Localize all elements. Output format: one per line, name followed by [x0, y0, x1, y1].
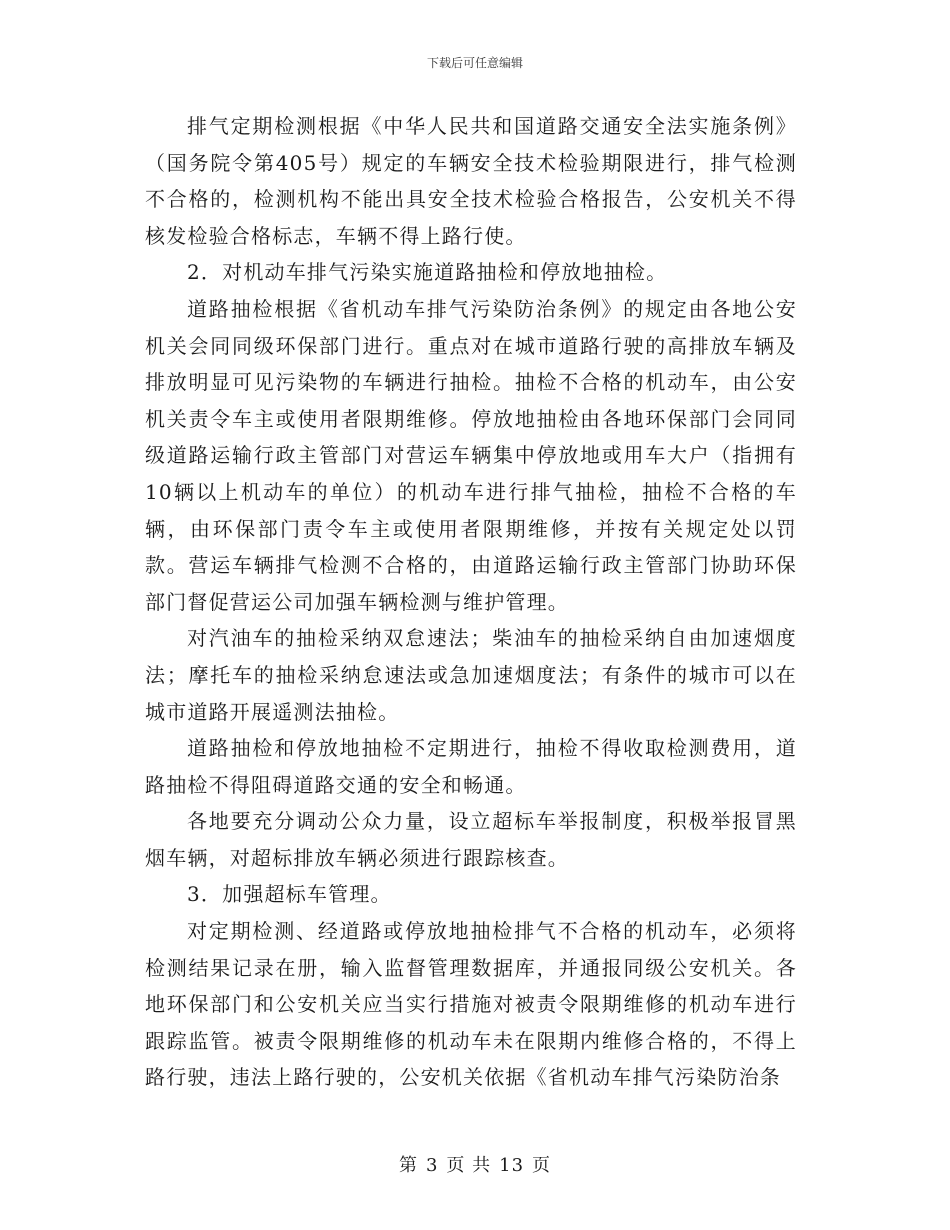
paragraph-4: 对汽油车的抽检采纳双怠速法；柴油车的抽检采纳自由加速烟度法；摩托车的抽检采纳怠速法或急加速烟度法；有条件的城市可以在城市道路开展遥测法抽检。 — [145, 626, 797, 724]
footer-total-pages: 13 — [499, 1155, 525, 1176]
paragraph-8: 对定期检测、经道路或停放地抽检排气不合格的机动车，必须将检测结果记录在册，输入监督管理数据库，并通报同级公安机关。各地环保部门和公安机关应当实行措施对被责令限期维修的机动车进行跟踪监管。被责令限期维修的机动车未在限期内维修合格的，不得上路行驶，违法上路行驶的，公安机关依据《省机动车排气污染防治条 — [145, 919, 797, 1090]
paragraph-3: 道路抽检根据《省机动车排气污染防治条例》的规定由各地公安机关会同同级环保部门进行。重点对在城市道路行驶的高排放车辆及排放明显可见污染物的车辆进行抽检。抽检不合格的机动车，由公安机关责令车主或使用者限期维修。停放地抽检由各地环保部门会同同级道路运输行政主管部门对营运车辆集中停放地或用车大户（指拥有10辆以上机动车的单位）的机动车进行排气抽检，抽检不合格的车辆，由环保部门责令车主或使用者限期维修，并按有关规定处以罚款。营运车辆排气检测不合格的，由道路运输行政主管部门协助环保部门督促营运公司加强车辆检测与维护管理。 — [145, 296, 797, 614]
footer-prefix: 第 — [398, 1155, 418, 1176]
paragraph-6: 各地要充分调动公众力量，设立超标车举报制度，积极举报冒黑烟车辆，对超标排放车辆必须进行跟踪核查。 — [145, 809, 797, 870]
paragraph-2: 2．对机动车排气污染实施道路抽检和停放地抽检。 — [187, 260, 668, 285]
page-header — [0, 55, 950, 71]
page-footer — [0, 1154, 950, 1178]
paragraph-5: 道路抽检和停放地抽检不定期进行，抽检不得收取检测费用，道路抽检不得阻碍道路交通的安全和畅通。 — [145, 736, 797, 797]
footer-suffix: 页 — [532, 1155, 552, 1176]
footer-page-number: 3 — [425, 1155, 439, 1176]
header-note: 下载后可任意编辑 — [426, 56, 523, 70]
paragraph-1: 排气定期检测根据《中华人民共和国道路交通安全法实施条例》（国务院令第405号）规定的车辆安全技术检验期限进行，排气检测不合格的，检测机构不能出具安全技术检验合格报告，公安机关不得核发检验合格标志，车辆不得上路行使。 — [145, 114, 797, 248]
document-body — [145, 108, 797, 1096]
paragraph-7: 3．加强超标车管理。 — [187, 882, 392, 907]
footer-middle: 页 共 — [446, 1155, 492, 1176]
